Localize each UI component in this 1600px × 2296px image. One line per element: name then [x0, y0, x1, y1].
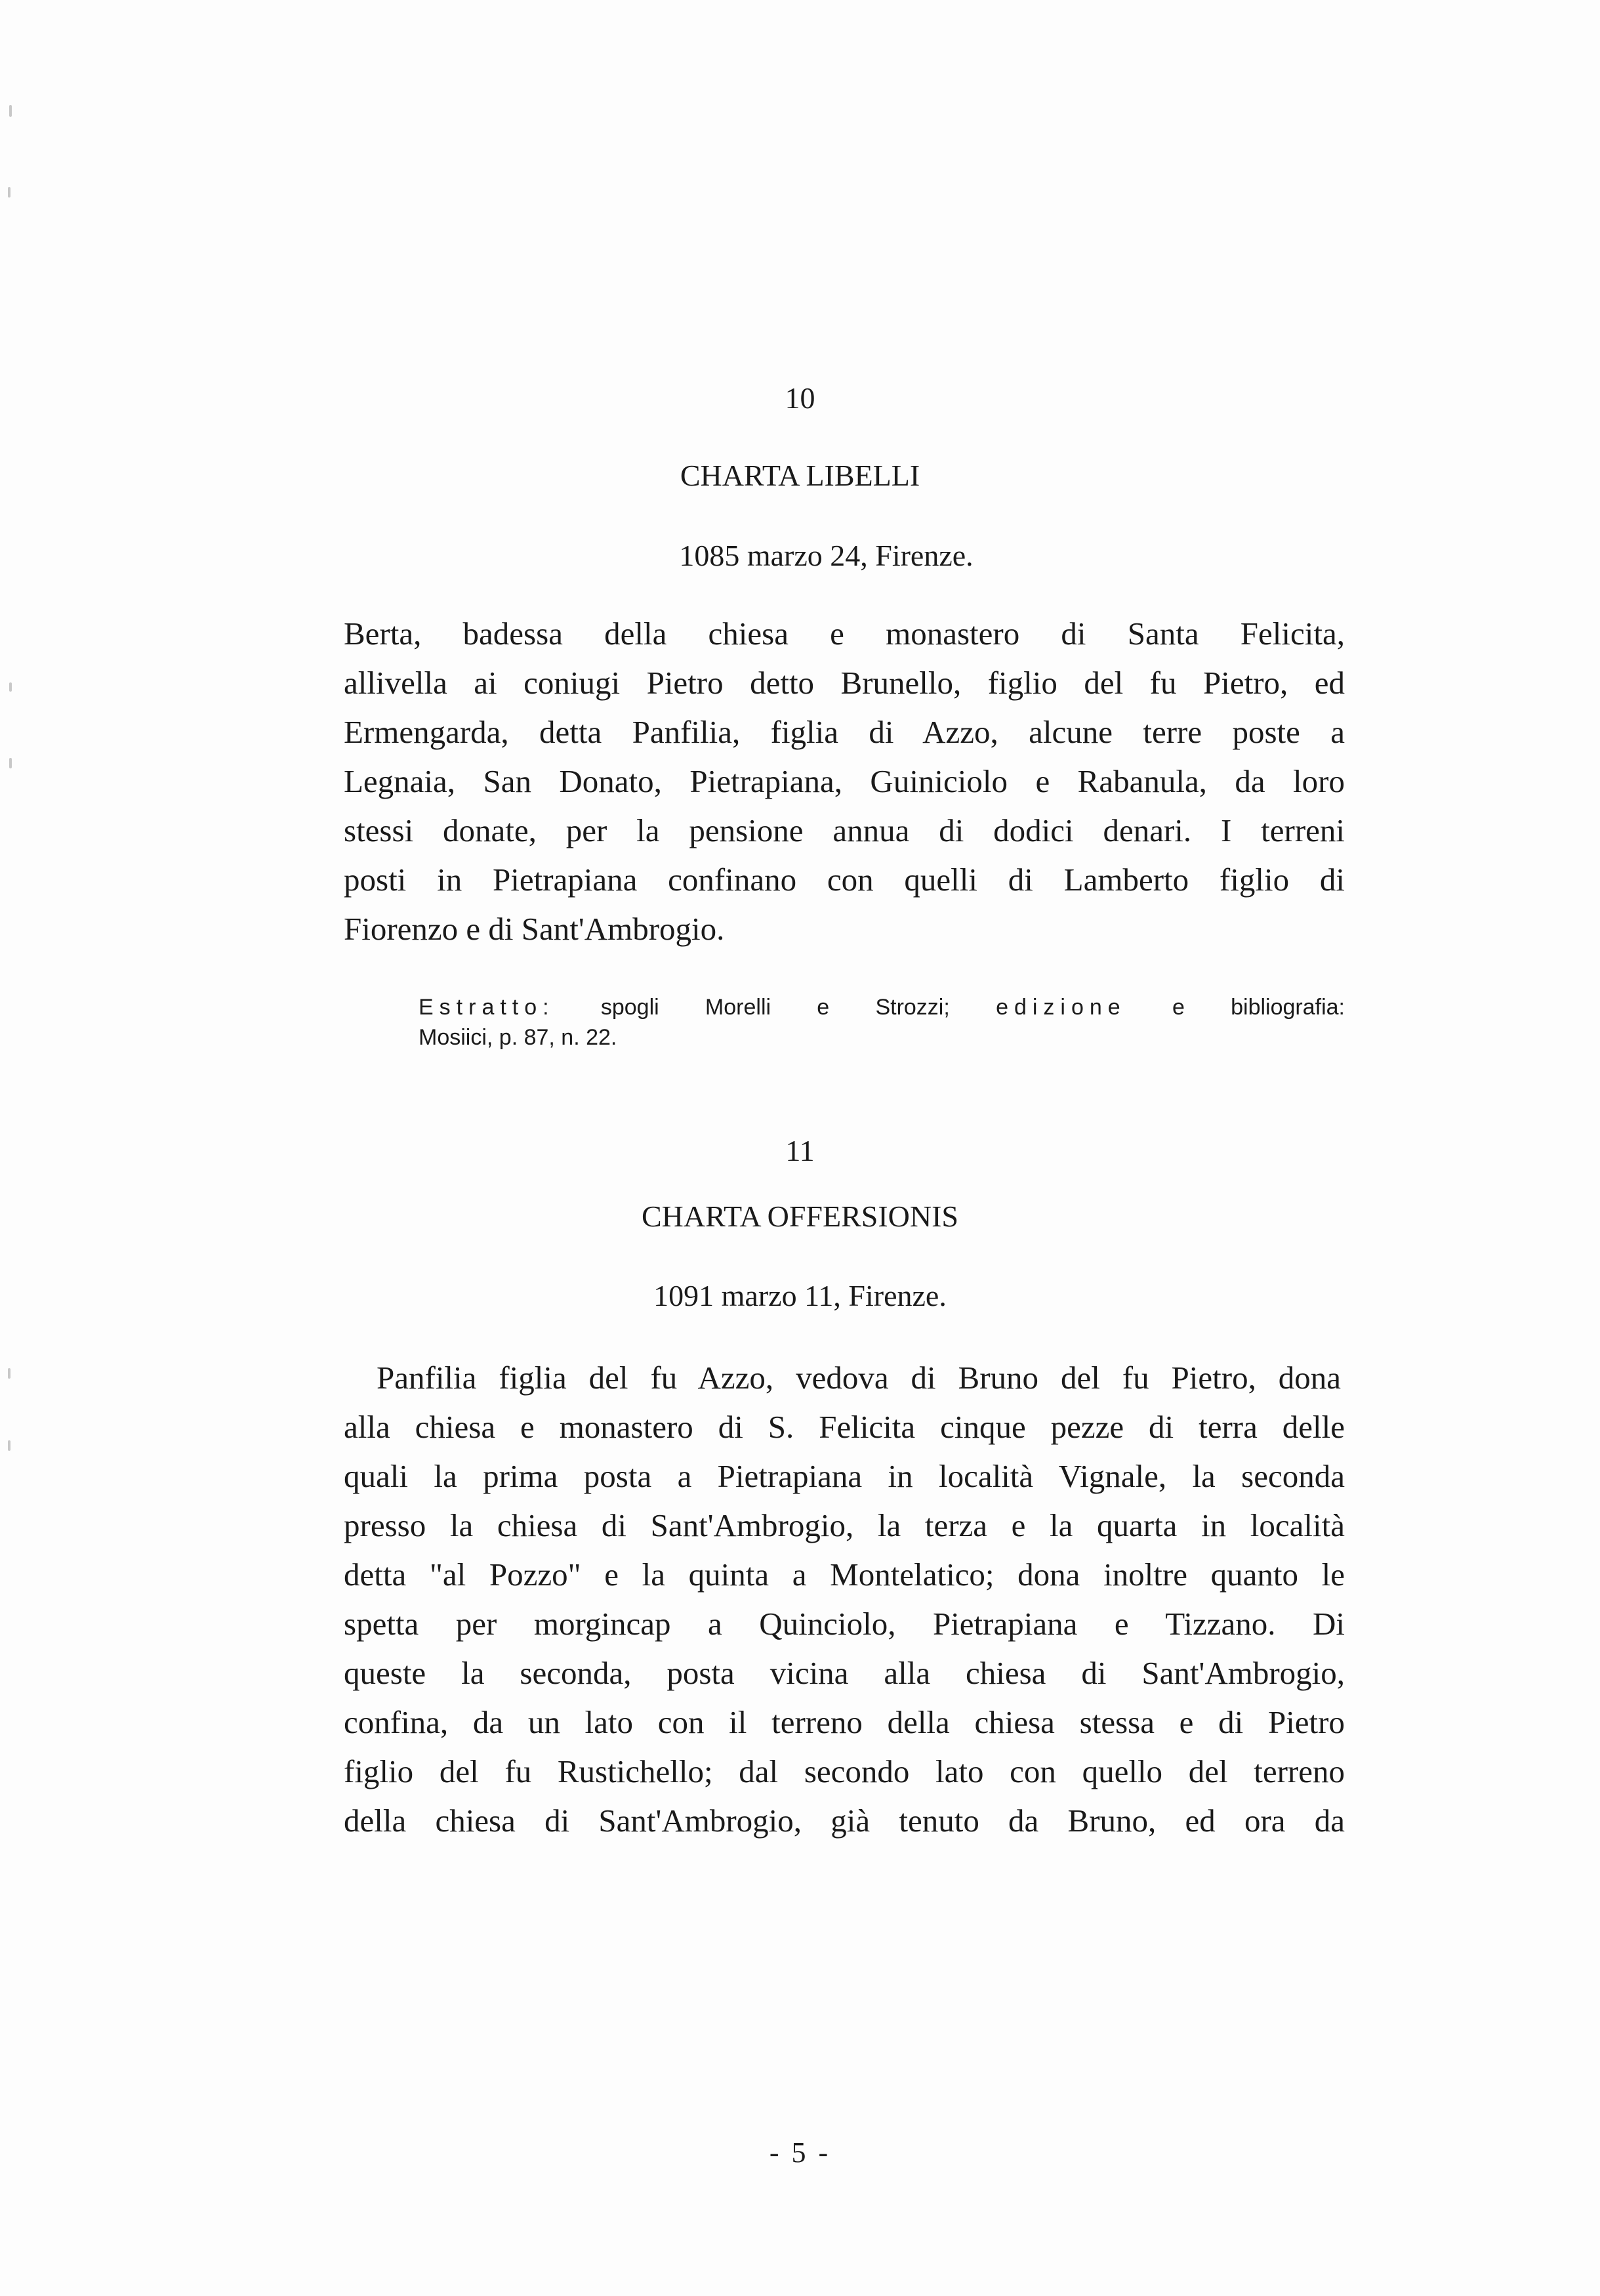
scan-speck: [8, 187, 10, 198]
scan-speck: [9, 105, 12, 117]
regesto-line: alla chiesa e monastero di S. Felicita cinque pezze di terra delle: [344, 1409, 1345, 1445]
doc-title-charta-offersionis: CHARTA OFFERSIONIS: [641, 1200, 959, 1233]
regesto-line: figlio del fu Rustichello; dal secondo lato con quello del terreno: [344, 1753, 1345, 1789]
regesto-line: della chiesa di Sant'Ambrogio, già tenuto da Bruno, ed ora da: [344, 1803, 1345, 1839]
note-label-estratto: Estratto:: [419, 995, 555, 1020]
doc-regesto-11: [377, 1353, 1341, 1402]
doc-date-1085: 1085 marzo 24, Firenze.: [679, 539, 974, 572]
doc-number-11: 11: [785, 1134, 815, 1167]
scan-speck: [8, 1368, 10, 1379]
regesto-line: Fiorenzo e di Sant'Ambrogio.: [344, 911, 725, 947]
doc-date-1091: 1091 marzo 11, Firenze.: [653, 1279, 947, 1312]
note-text-spogli: spogli Morelli e Strozzi;: [554, 995, 996, 1020]
regesto-line: posti in Pietrapiana confinano con quelli di Lamberto figlio di: [344, 862, 1345, 898]
scan-speck: [8, 1440, 10, 1451]
doc-title-charta-libelli: CHARTA LIBELLI: [680, 459, 920, 492]
doc-regesto-10: [344, 609, 1345, 953]
doc-regesto-11-cont: [344, 1402, 1345, 1845]
scan-speck: [9, 758, 12, 768]
regesto-line: confina, da un lato con il terreno della chiesa stessa e di Pietro: [344, 1704, 1345, 1740]
regesto-line: spetta per morgincap a Quinciolo, Pietrapiana e Tizzano. Di: [344, 1606, 1345, 1642]
regesto-line: allivella ai coniugi Pietro detto Brunello, figlio del fu Pietro, ed: [344, 665, 1345, 701]
regesto-line: Berta, badessa della chiesa e monastero di Santa Felicita,: [344, 616, 1345, 652]
page-number: - 5 -: [769, 2137, 831, 2169]
regesto-line: stessi donate, per la pensione annua di dodici denari. I terreni: [344, 812, 1345, 848]
note-line-2: Mosiici, p. 87, n. 22.: [419, 1025, 617, 1050]
regesto-line: presso la chiesa di Sant'Ambrogio, la terza e la quarta in località: [344, 1507, 1345, 1543]
regesto-line: Ermengarda, detta Panfilia, figlia di Azzo, alcune terre poste a: [344, 714, 1345, 750]
note-line-1: [419, 992, 1345, 1022]
regesto-line: detta "al Pozzo" e la quinta a Montelatico; dona inoltre quanto le: [344, 1556, 1345, 1593]
doc-note-10: [419, 992, 1345, 1053]
note-text-bibliografia: e bibliografia:: [1126, 995, 1345, 1020]
doc-number-10: 10: [785, 381, 815, 415]
regesto-line: queste la seconda, posta vicina alla chiesa di Sant'Ambrogio,: [344, 1655, 1345, 1691]
regesto-line: quali la prima posta a Pietrapiana in località Vignale, la seconda: [344, 1458, 1345, 1494]
note-label-edizione: edizione: [996, 995, 1126, 1020]
regesto-line: Panfilia figlia del fu Azzo, vedova di Bruno del fu Pietro, dona: [377, 1360, 1341, 1396]
regesto-line: Legnaia, San Donato, Pietrapiana, Guiniciolo e Rabanula, da loro: [344, 763, 1345, 799]
scan-speck: [9, 682, 12, 692]
